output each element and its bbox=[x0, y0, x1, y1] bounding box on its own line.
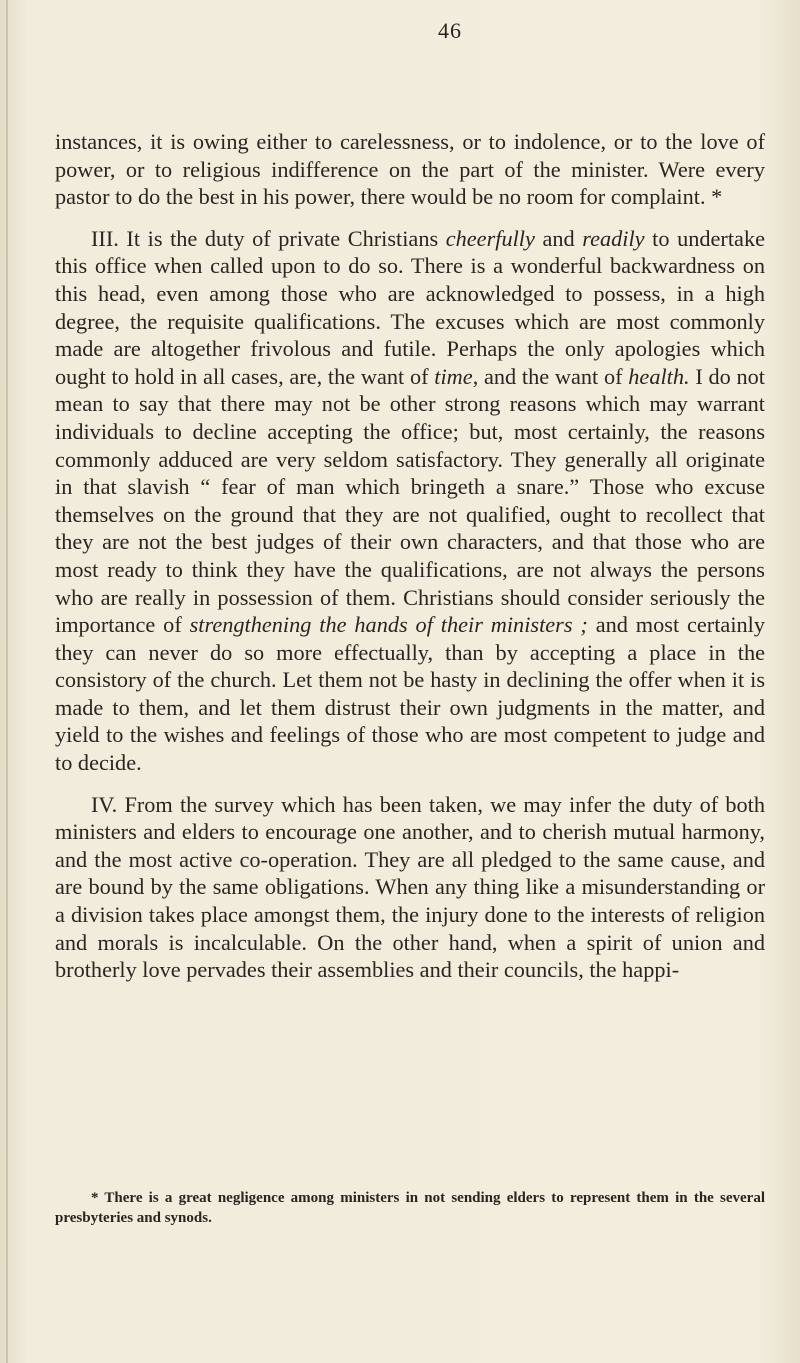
text-span: , and the want of bbox=[472, 363, 629, 389]
italic-health: health. bbox=[628, 363, 690, 389]
italic-cheerfully: cheerfully bbox=[445, 225, 535, 251]
text-span: and bbox=[534, 225, 583, 251]
text-span: I do not mean to say that there may not be other strong reasons which may warrant individuals to decline accepting the office; but, most certainly, the reasons commonly adduced are very seldom satisfactory. They generally all originate in that slavish “ fear of man which bringeth a snare.” Those who excuse themselves on the ground that they are not qualified, ought to recollect that they are not the best judges of their own characters, and that those who are most ready to think they have the qualifications, are not always the persons who are really in possession of them. Christians should consider seriously the importance of bbox=[55, 363, 766, 638]
footnote bbox=[55, 1188, 765, 1228]
italic-time: time bbox=[434, 363, 473, 389]
text-span: to undertake this office when called upon to do so. There is a wonderful backwardness on this head, even among those who are acknowledged to possess, in a high degree, the requisite qualifications. The excuses which are most commonly made are altogether frivolous and futile. Perhaps the only apologies which ought to hold in all cases, are, the want of bbox=[55, 225, 765, 389]
text-span: III. It is the duty of private Christians bbox=[91, 225, 446, 251]
footnote-text: * There is a great negligence among ministers in not sending elders to represent them in the several presbyteries and synods. bbox=[55, 1190, 765, 1226]
paragraph-iii bbox=[55, 225, 765, 777]
italic-strengthening: strengthening the hands of their ministers ; bbox=[189, 612, 588, 638]
text-span: and most certainly they can never do so more effectually, than by accepting a place in the consistory of the church. Let them not be hasty in declining the offer when it is made to them, and let them distrust their own judgments in the matter, and yield to the wishes and feelings of those who are most competent to judge and to decide. bbox=[55, 612, 766, 776]
paragraph-continuation: instances, it is owing either to carelessness, or to indolence, or to the love of power, or to religious indifference on the part of the minister. Were every pastor to do the best in his power, there would be no room for complaint. * bbox=[55, 129, 765, 210]
body-text bbox=[55, 128, 765, 984]
binding-gutter bbox=[6, 0, 8, 1363]
paragraph-iv: IV. From the survey which has been taken, we may infer the duty of both ministers and elders to encourage one another, and to cherish mutual harmony, and the most active co-operation. They are all pledged to the same cause, and are bound by the same obligations. When any thing like a misunderstanding or a division takes place amongst them, the injury done to the interests of religion and morals is incalculable. On the other hand, when a spirit of union and brotherly love pervades their assemblies and their councils, the happi- bbox=[55, 791, 765, 983]
italic-readily: readily bbox=[582, 225, 645, 251]
page-number: 46 bbox=[438, 18, 462, 43]
